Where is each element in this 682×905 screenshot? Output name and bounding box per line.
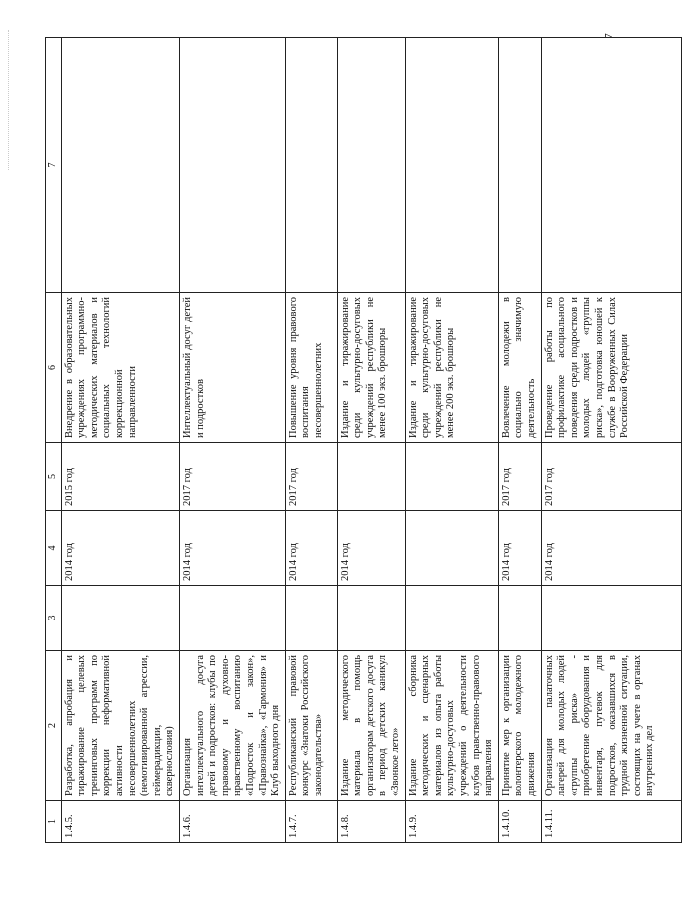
program-events-table bbox=[45, 37, 682, 843]
cell-col-7 bbox=[337, 38, 405, 293]
event-description: Разработка, апробация и тиражирование целевых тренинговых программ по коррекции неформативной активности несовершеннолетних (немотивированной агрессии, геймерадикции, сквернословия) bbox=[61, 651, 179, 801]
header-col-3: 3 bbox=[46, 586, 62, 651]
header-col-6: 6 bbox=[46, 293, 62, 443]
expected-result: Повышение уровня правового воспитания несовершеннолетних bbox=[285, 293, 337, 443]
row-number: 1.4.9. bbox=[405, 801, 498, 843]
end-year bbox=[337, 443, 405, 511]
row-number: 1.4.7. bbox=[285, 801, 337, 843]
page-number: 7 bbox=[602, 33, 615, 39]
start-year: 2014 год bbox=[285, 511, 337, 586]
event-description: Издание методического материала в помощь организаторам детского досуга в период детских каникул «Звонкое лето» bbox=[337, 651, 405, 801]
expected-result: Интеллектуальный досуг детей и подростков bbox=[179, 293, 285, 443]
event-description: Организация интеллектуального досуга детей и подростков: клубы по правовому и духовно-нравственному воспитанию «Подросток и закон», «Правознайка», «Гармония» и Клуб выходного дня bbox=[179, 651, 285, 801]
header-col-2: 2 bbox=[46, 651, 62, 801]
expected-result: Внедрение в образовательных учреждениях программно-методических материалов и социальных технологий коррекционной направленности bbox=[61, 293, 179, 443]
end-year: 2017 год bbox=[541, 443, 681, 511]
end-year: 2015 год bbox=[61, 443, 179, 511]
start-year: 2014 год bbox=[61, 511, 179, 586]
table-row bbox=[541, 38, 681, 843]
expected-result: Издание и тиражирование среди культурно-досуговых учреждений республики не менее 200 экз. брошюры bbox=[405, 293, 498, 443]
end-year bbox=[405, 443, 498, 511]
event-description: Издание сборника методических и сценарных материалов из опыта работы культурно-досуговых учреждений о деятельности клубов правственно-правового направления bbox=[405, 651, 498, 801]
row-number: 1.4.10. bbox=[498, 801, 541, 843]
header-col-7: 7 bbox=[46, 38, 62, 293]
row-number: 1.4.6. bbox=[179, 801, 285, 843]
start-year: 2014 год bbox=[179, 511, 285, 586]
header-col-5: 5 bbox=[46, 443, 62, 511]
start-year: 2014 год bbox=[541, 511, 681, 586]
cell-col-3 bbox=[179, 586, 285, 651]
header-col-1: 1 bbox=[46, 801, 62, 843]
expected-result: Проведение работы по профилактике асоциального поведения среди подростков и молодых людей «группы риска», подготовка юношей к службе в Вооруженных Силах Российской Федерации bbox=[541, 293, 681, 443]
cell-col-3 bbox=[405, 586, 498, 651]
expected-result: Издание и тиражирование среди культурно-досуговых учреждений республики не менее 100 экз. брошюры bbox=[337, 293, 405, 443]
expected-result: Вовлечение молодежи в социально значимую деятельность bbox=[498, 293, 541, 443]
cell-col-7 bbox=[498, 38, 541, 293]
header-row bbox=[46, 38, 62, 843]
table-row bbox=[285, 38, 337, 843]
start-year bbox=[405, 511, 498, 586]
cell-col-3 bbox=[541, 586, 681, 651]
start-year: 2014 год bbox=[337, 511, 405, 586]
cell-col-3 bbox=[285, 586, 337, 651]
cell-col-7 bbox=[405, 38, 498, 293]
cell-col-7 bbox=[179, 38, 285, 293]
end-year: 2017 год bbox=[179, 443, 285, 511]
row-number: 1.4.11. bbox=[541, 801, 681, 843]
end-year: 2017 год bbox=[498, 443, 541, 511]
end-year: 2017 год bbox=[285, 443, 337, 511]
row-number: 1.4.5. bbox=[61, 801, 179, 843]
table-row bbox=[498, 38, 541, 843]
cell-col-3 bbox=[498, 586, 541, 651]
table-row bbox=[337, 38, 405, 843]
event-description: Принятие мер к организации волонтерского молодежного движения bbox=[498, 651, 541, 801]
event-description: Организация палаточных лагерей для молодых людей «группы риска» - приобретение оборудования и инвентаря, путевок для подростков, оказавшихся в трудной жизненной ситуации, состоящих на учете в органах внутренних дел bbox=[541, 651, 681, 801]
rotated-table-container bbox=[45, 38, 656, 843]
scan-margin-marks bbox=[8, 30, 13, 170]
row-number: 1.4.8. bbox=[337, 801, 405, 843]
header-col-4: 4 bbox=[46, 511, 62, 586]
table-row bbox=[179, 38, 285, 843]
cell-col-7 bbox=[541, 38, 681, 293]
table-row bbox=[61, 38, 179, 843]
table-row bbox=[405, 38, 498, 843]
cell-col-3 bbox=[61, 586, 179, 651]
start-year: 2014 год bbox=[498, 511, 541, 586]
event-description: Республиканский правовой конкурс «Знатоки Российского законодательства» bbox=[285, 651, 337, 801]
cell-col-3 bbox=[337, 586, 405, 651]
cell-col-7 bbox=[285, 38, 337, 293]
cell-col-7 bbox=[61, 38, 179, 293]
